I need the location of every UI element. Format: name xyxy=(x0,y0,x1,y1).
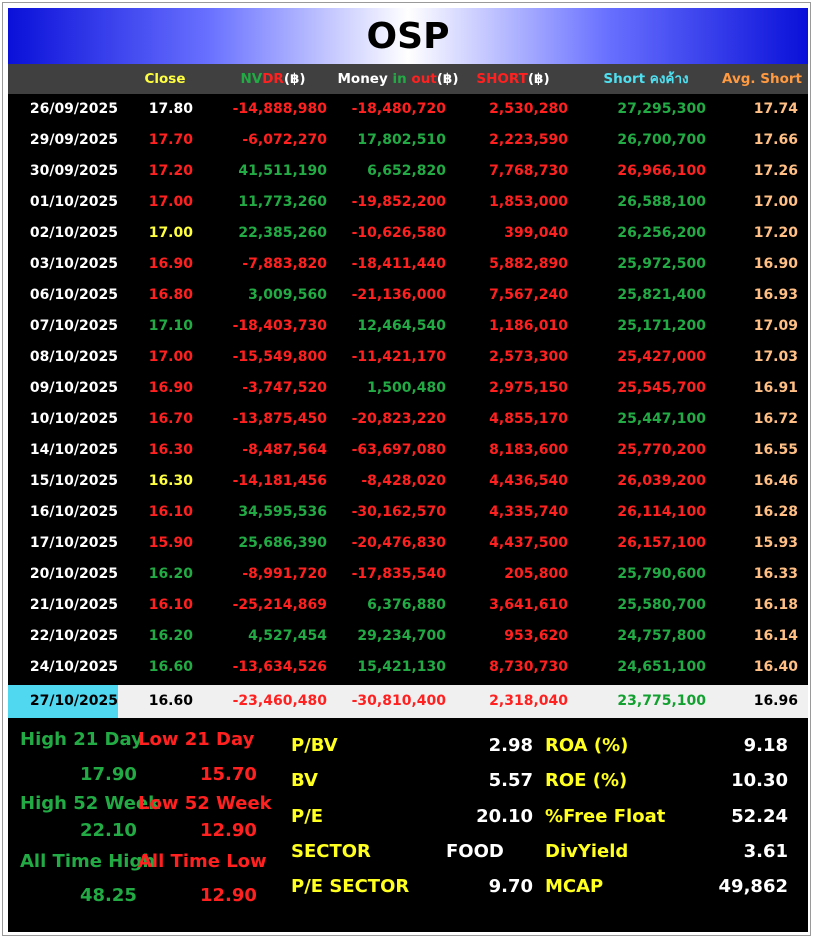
nvdr-cell: -13,875,450 xyxy=(232,411,327,427)
money-flow-cell: -63,697,080 xyxy=(351,442,446,458)
short-outstanding-cell: 23,775,100 xyxy=(617,693,706,709)
close-cell: 16.20 xyxy=(148,566,193,582)
short-outstanding-cell: 25,770,200 xyxy=(617,442,706,458)
nvdr-cell: -15,549,800 xyxy=(232,349,327,365)
avg-short-cell: 16.96 xyxy=(753,693,798,709)
header-money-part: Money xyxy=(337,71,393,87)
avg-short-cell: 16.40 xyxy=(753,659,798,675)
short-cell: 953,620 xyxy=(504,628,568,644)
close-cell: 16.70 xyxy=(148,411,193,427)
nvdr-cell: -6,072,270 xyxy=(242,132,327,148)
table-row xyxy=(8,435,808,466)
low52-value: 12.90 xyxy=(200,820,257,841)
date-cell: 10/10/2025 xyxy=(29,411,118,427)
short-outstanding-cell: 27,295,300 xyxy=(617,101,706,117)
mcap-label: MCAP xyxy=(545,876,604,897)
short-outstanding-cell: 26,114,100 xyxy=(617,504,706,520)
short-outstanding-cell: 24,757,800 xyxy=(617,628,706,644)
sector-label: SECTOR xyxy=(291,841,371,862)
pe-label: P/E xyxy=(291,806,324,827)
short-cell: 2,223,590 xyxy=(489,132,568,148)
table-row xyxy=(8,249,808,280)
atl-value: 12.90 xyxy=(200,885,257,906)
header-short-part: (฿) xyxy=(527,71,550,87)
bv-value: 5.57 xyxy=(488,770,533,791)
short-cell: 399,040 xyxy=(504,225,568,241)
low52-label: Low 52 Week xyxy=(138,793,272,814)
close-cell: 16.30 xyxy=(148,473,193,489)
date-cell: 29/09/2025 xyxy=(29,132,118,148)
nvdr-cell: -7,883,820 xyxy=(242,256,327,272)
avg-short-cell: 17.74 xyxy=(753,101,798,117)
nvdr-cell: 3,009,560 xyxy=(248,287,327,303)
avg-short-cell: 17.20 xyxy=(753,225,798,241)
date-cell: 15/10/2025 xyxy=(29,473,118,489)
money-flow-cell: -19,852,200 xyxy=(351,194,446,210)
nvdr-cell: 41,511,190 xyxy=(238,163,327,179)
money-flow-cell: -20,823,220 xyxy=(351,411,446,427)
short-cell: 4,855,170 xyxy=(489,411,568,427)
avg-short-cell: 16.90 xyxy=(753,256,798,272)
short-cell: 5,882,890 xyxy=(489,256,568,272)
high52-value: 22.10 xyxy=(80,820,137,841)
nvdr-cell: 22,385,260 xyxy=(238,225,327,241)
nvdr-cell: -25,214,869 xyxy=(232,597,327,613)
short-outstanding-cell: 26,256,200 xyxy=(617,225,706,241)
low21-label: Low 21 Day xyxy=(138,729,255,750)
short-cell: 4,335,740 xyxy=(489,504,568,520)
sector-value: FOOD xyxy=(446,841,504,862)
free-float-label: %Free Float xyxy=(545,806,666,827)
div-yield-value: 3.61 xyxy=(743,841,788,862)
short-cell: 4,437,500 xyxy=(489,535,568,551)
nvdr-cell: -13,634,526 xyxy=(232,659,327,675)
avg-short-cell: 16.55 xyxy=(753,442,798,458)
avg-short-cell: 16.28 xyxy=(753,504,798,520)
money-flow-cell: 15,421,130 xyxy=(357,659,446,675)
table-row xyxy=(8,652,808,683)
nvdr-cell: -3,747,520 xyxy=(242,380,327,396)
avg-short-cell: 16.91 xyxy=(753,380,798,396)
short-cell: 2,573,300 xyxy=(489,349,568,365)
date-cell: 27/10/2025 xyxy=(8,685,118,718)
table-header xyxy=(8,64,808,94)
header-out-part: คงค้าง xyxy=(649,71,689,87)
title-bar xyxy=(8,8,808,64)
close-cell: 16.60 xyxy=(148,693,193,709)
header-money xyxy=(333,64,463,94)
date-cell: 09/10/2025 xyxy=(29,380,118,396)
avg-short-cell: 16.72 xyxy=(753,411,798,427)
short-cell: 1,853,000 xyxy=(489,194,568,210)
table-row xyxy=(8,404,808,435)
high52-label: High 52 Week xyxy=(20,793,161,814)
pe-sector-label: P/E SECTOR xyxy=(291,876,410,897)
table-row xyxy=(8,559,808,590)
date-cell: 02/10/2025 xyxy=(29,225,118,241)
nvdr-cell: -14,181,456 xyxy=(232,473,327,489)
summary-panel xyxy=(8,711,808,932)
avg-short-cell: 16.18 xyxy=(753,597,798,613)
close-cell: 17.70 xyxy=(148,132,193,148)
short-outstanding-cell: 25,790,600 xyxy=(617,566,706,582)
date-cell: 14/10/2025 xyxy=(29,442,118,458)
avg-short-cell: 16.46 xyxy=(753,473,798,489)
money-flow-cell: -21,136,000 xyxy=(351,287,446,303)
close-cell: 17.00 xyxy=(148,194,193,210)
money-flow-cell: -11,421,170 xyxy=(351,349,446,365)
money-flow-cell: 6,652,820 xyxy=(367,163,446,179)
date-cell: 01/10/2025 xyxy=(29,194,118,210)
date-cell: 24/10/2025 xyxy=(29,659,118,675)
high21-label: High 21 Day xyxy=(20,729,143,750)
short-outstanding-cell: 25,821,400 xyxy=(617,287,706,303)
table-row xyxy=(8,590,808,621)
close-cell: 16.90 xyxy=(148,380,193,396)
avg-short-cell: 16.93 xyxy=(753,287,798,303)
date-cell: 30/09/2025 xyxy=(29,163,118,179)
short-outstanding-cell: 24,651,100 xyxy=(617,659,706,675)
short-cell: 1,186,010 xyxy=(489,318,568,334)
short-cell: 8,183,600 xyxy=(489,442,568,458)
short-outstanding-cell: 25,545,700 xyxy=(617,380,706,396)
close-cell: 17.80 xyxy=(148,101,193,117)
short-cell: 2,530,280 xyxy=(489,101,568,117)
header-short xyxy=(473,64,553,94)
header-nvdr-part: DR xyxy=(262,71,284,87)
roa-value: 9.18 xyxy=(743,735,788,756)
pe-value: 20.10 xyxy=(476,806,533,827)
data-table-body xyxy=(8,94,808,718)
close-cell: 16.90 xyxy=(148,256,193,272)
short-cell: 2,318,040 xyxy=(489,693,568,709)
short-outstanding-cell: 26,588,100 xyxy=(617,194,706,210)
nvdr-cell: -18,403,730 xyxy=(232,318,327,334)
nvdr-cell: 25,686,390 xyxy=(238,535,327,551)
table-row xyxy=(8,311,808,342)
short-outstanding-cell: 26,966,100 xyxy=(617,163,706,179)
ath-value: 48.25 xyxy=(80,885,137,906)
avg-short-cell: 17.00 xyxy=(753,194,798,210)
date-cell: 07/10/2025 xyxy=(29,318,118,334)
short-outstanding-cell: 26,157,100 xyxy=(617,535,706,551)
close-cell: 16.60 xyxy=(148,659,193,675)
close-cell: 15.90 xyxy=(148,535,193,551)
nvdr-cell: 4,527,454 xyxy=(248,628,327,644)
money-flow-cell: 12,464,540 xyxy=(357,318,446,334)
money-flow-cell: -17,835,540 xyxy=(351,566,446,582)
div-yield-label: DivYield xyxy=(545,841,629,862)
low21-value: 15.70 xyxy=(200,764,257,785)
header-short-outstanding xyxy=(596,64,696,94)
close-cell: 17.00 xyxy=(148,349,193,365)
short-cell: 7,567,240 xyxy=(489,287,568,303)
close-cell: 16.30 xyxy=(148,442,193,458)
short-outstanding-cell: 25,171,200 xyxy=(617,318,706,334)
short-outstanding-cell: 25,580,700 xyxy=(617,597,706,613)
money-flow-cell: 1,500,480 xyxy=(367,380,446,396)
date-cell: 08/10/2025 xyxy=(29,349,118,365)
money-flow-cell: -18,411,440 xyxy=(351,256,446,272)
date-cell: 06/10/2025 xyxy=(29,287,118,303)
money-flow-cell: -30,810,400 xyxy=(351,693,446,709)
short-outstanding-cell: 26,039,200 xyxy=(617,473,706,489)
nvdr-cell: -8,487,564 xyxy=(242,442,327,458)
header-money-part: (฿) xyxy=(436,71,459,87)
short-cell: 4,436,540 xyxy=(489,473,568,489)
date-cell: 22/10/2025 xyxy=(29,628,118,644)
close-cell: 17.20 xyxy=(148,163,193,179)
header-nvdr-part: (฿) xyxy=(283,71,306,87)
nvdr-cell: -14,888,980 xyxy=(232,101,327,117)
table-row xyxy=(8,94,808,125)
table-row xyxy=(8,156,808,187)
high21-value: 17.90 xyxy=(80,764,137,785)
money-flow-cell: -8,428,020 xyxy=(361,473,446,489)
bv-label: BV xyxy=(291,770,318,791)
atl-label: All Time Low xyxy=(138,851,267,872)
roa-label: ROA (%) xyxy=(545,735,629,756)
table-row xyxy=(8,125,808,156)
short-outstanding-cell: 26,700,700 xyxy=(617,132,706,148)
table-row xyxy=(8,187,808,218)
money-flow-cell: -10,626,580 xyxy=(351,225,446,241)
header-nvdr-part: NV xyxy=(240,71,263,87)
money-flow-cell: -18,480,720 xyxy=(351,101,446,117)
short-cell: 7,768,730 xyxy=(489,163,568,179)
close-cell: 17.10 xyxy=(148,318,193,334)
avg-short-cell: 17.03 xyxy=(753,349,798,365)
avg-short-cell: 17.09 xyxy=(753,318,798,334)
table-row xyxy=(8,342,808,373)
avg-short-cell: 15.93 xyxy=(753,535,798,551)
close-cell: 17.00 xyxy=(148,225,193,241)
close-cell: 16.10 xyxy=(148,504,193,520)
header-short-part: SHORT xyxy=(476,71,528,87)
table-row xyxy=(8,497,808,528)
table-row xyxy=(8,466,808,497)
header-out-part: Short xyxy=(603,71,650,87)
roe-value: 10.30 xyxy=(731,770,788,791)
close-cell: 16.20 xyxy=(148,628,193,644)
date-cell: 16/10/2025 xyxy=(29,504,118,520)
ath-label: All Time High xyxy=(20,851,156,872)
nvdr-cell: -23,460,480 xyxy=(232,693,327,709)
header-money-part: in xyxy=(392,71,407,87)
table-row xyxy=(8,280,808,311)
short-cell: 8,730,730 xyxy=(489,659,568,675)
short-outstanding-cell: 25,972,500 xyxy=(617,256,706,272)
avg-short-cell: 16.33 xyxy=(753,566,798,582)
money-flow-cell: 6,376,880 xyxy=(367,597,446,613)
table-row xyxy=(8,621,808,652)
short-cell: 2,975,150 xyxy=(489,380,568,396)
nvdr-cell: 11,773,260 xyxy=(238,194,327,210)
avg-short-cell: 17.66 xyxy=(753,132,798,148)
close-cell: 16.80 xyxy=(148,287,193,303)
money-flow-cell: 29,234,700 xyxy=(357,628,446,644)
money-flow-cell: 17,802,510 xyxy=(357,132,446,148)
table-row xyxy=(8,373,808,404)
pbv-value: 2.98 xyxy=(488,735,533,756)
money-flow-cell: -20,476,830 xyxy=(351,535,446,551)
header-money-part: out xyxy=(411,71,437,87)
date-cell: 21/10/2025 xyxy=(29,597,118,613)
short-cell: 3,641,610 xyxy=(489,597,568,613)
close-cell: 16.10 xyxy=(148,597,193,613)
nvdr-cell: -8,991,720 xyxy=(242,566,327,582)
money-flow-cell: -30,162,570 xyxy=(351,504,446,520)
roe-label: ROE (%) xyxy=(545,770,628,791)
stock-symbol-title: OSP xyxy=(366,15,450,57)
avg-short-cell: 16.14 xyxy=(753,628,798,644)
pe-sector-value: 9.70 xyxy=(488,876,533,897)
free-float-value: 52.24 xyxy=(731,806,788,827)
table-row xyxy=(8,218,808,249)
table-row xyxy=(8,528,808,559)
header-nvdr xyxy=(233,64,313,94)
nvdr-cell: 34,595,536 xyxy=(238,504,327,520)
date-cell: 20/10/2025 xyxy=(29,566,118,582)
pbv-label: P/BV xyxy=(291,735,338,756)
short-cell: 205,800 xyxy=(504,566,568,582)
date-cell: 17/10/2025 xyxy=(29,535,118,551)
header-close: Close xyxy=(144,71,186,87)
short-outstanding-cell: 25,447,100 xyxy=(617,411,706,427)
avg-short-cell: 17.26 xyxy=(753,163,798,179)
date-cell: 03/10/2025 xyxy=(29,256,118,272)
mcap-value: 49,862 xyxy=(718,876,788,897)
date-cell: 26/09/2025 xyxy=(29,101,118,117)
short-outstanding-cell: 25,427,000 xyxy=(617,349,706,365)
stock-panel xyxy=(8,8,808,932)
header-avg-short: Avg. Short xyxy=(722,71,802,87)
